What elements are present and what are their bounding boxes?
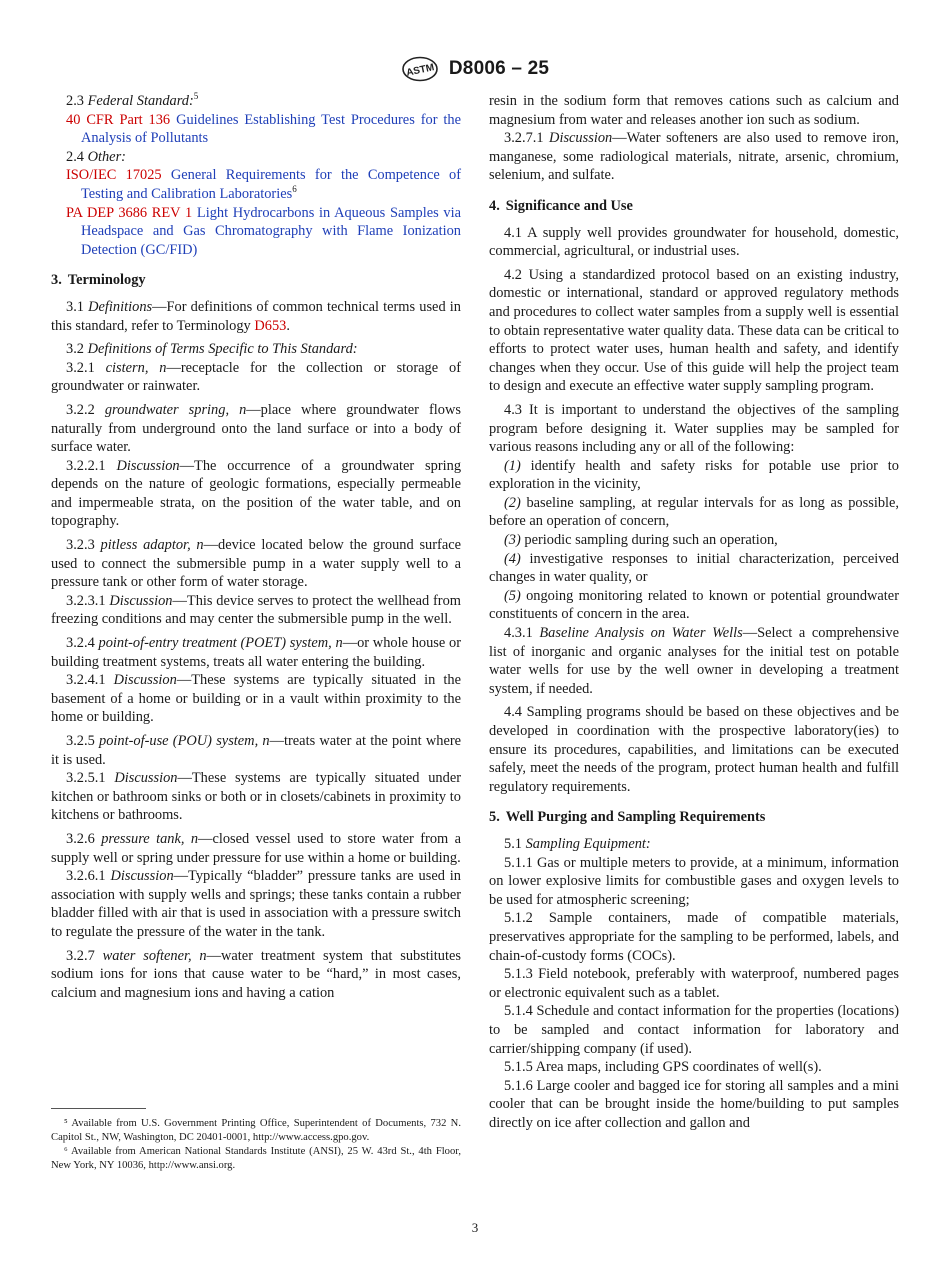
para-4-3: 4.3 It is important to understand the objectives of the sampling program before designing it. Water supplies may be sampled for various reasons including any or all of the following: bbox=[489, 401, 899, 456]
para-3-2-4-1: 3.2.4.1 Discussion—These systems are typically situated in the basement of a home or building or in a vault within proximity to the home or building. bbox=[51, 672, 461, 726]
para-3-2-7-1: 3.2.7.1 Discussion—Water softeners are also used to remove iron, manganese, some radiological materials, nitrate, arsenic, chromium, selenium, and sulfate. bbox=[489, 130, 900, 184]
page-header bbox=[0, 56, 950, 82]
para-4-2: 4.2 Using a standardized protocol based on an existing industry, domestic or international, standard or approved regulatory methods and procedures to collect water samples from a supply well is essential to obtain representative water quality data. These data can be critical to efforts to protect water uses, human health and safety, and identify changes when they occur. Use of this guide will help the project team to design and execute an effective water supply sampling program. bbox=[489, 266, 899, 395]
footnotes bbox=[51, 1117, 461, 1173]
para-3-2-2-1: 3.2.2.1 Discussion—The occurrence of a groundwater spring depends on the nature of geologic formations, especially permeable and impermeable strata, on the position of the water table, and on topography. bbox=[51, 457, 462, 530]
para-5-1-2: 5.1.2 Sample containers, made of compatible materials, preservatives appropriate for the sampling to be performed, labels, and chain-of-custody forms (COCs). bbox=[489, 910, 899, 964]
para-3-2-6-1: 3.2.6.1 Discussion—Typically “bladder” pressure tanks are used in association with supply wells and springs; these tanks contain a rubber bladder filled with air that is used in association with a pressure switch to regulate the pressure of the water in the tank. bbox=[51, 868, 461, 940]
para-3-2-5-1: 3.2.5.1 Discussion—These systems are typically situated under kitchen or bathroom sinks or both or in closets/cabinets in proximity to kitchens or bathrooms. bbox=[51, 770, 462, 824]
page-number: 3 bbox=[471, 1220, 479, 1235]
para-5-1-1: 5.1.1 Gas or multiple meters to provide, at a minimum, information on lower explosive limits for combustible gases and oxygen levels to be used for atmospheric screening; bbox=[489, 854, 899, 908]
para-3-2-3-1: 3.2.3.1 Discussion—This device serves to protect the wellhead from freezing conditions and may center the submersible pump in the well. bbox=[51, 592, 461, 628]
list-item-4: (4) investigative responses to initial characterization, perceived changes in water quality, or bbox=[489, 550, 899, 586]
astm-logo-icon bbox=[401, 56, 439, 82]
para-4-4: 4.4 Sampling programs should be based on these objectives and be developed in coordination with the prospective laboratory(ies) to ensure its procedures, capabilities, and limitations can be executed safely, meet the needs of the program, protect human health and fulfill regulatory requirements. bbox=[489, 704, 899, 795]
para-3-2-6: 3.2.6 pressure tank, n—closed vessel used to store water from a supply well or spring under pressure for use within a home or building. bbox=[51, 830, 461, 866]
para-4-3-1: 4.3.1 Baseline Analysis on Water Wells—Select a comprehensive list of inorganic and organic analyses for the initial test on potable water wells for use by the well owner in developing a treatment system, if needed. bbox=[489, 625, 899, 697]
para-3-2-3: 3.2.3 pitless adaptor, n—device located below the ground surface used to connect the submersible pump in a water supply well to a pressure tank or other form of water storage. bbox=[51, 537, 461, 591]
para-3-2-5: 3.2.5 point-of-use (POU) system, n—treats water at the point where it is used. bbox=[51, 733, 462, 768]
right-column bbox=[489, 92, 899, 1132]
standard-designation: D8006 – 25 bbox=[448, 58, 550, 79]
para-5-1-6: 5.1.6 Large cooler and bagged ice for storing all samples and a mini cooler that can be brought inside the home/building to put samples directly on ice after collection and gallon and bbox=[489, 1077, 899, 1131]
list-item-2: (2) baseline sampling, at regular intervals for as long as possible, before an operation of concern, bbox=[489, 494, 899, 530]
para-5-1-4: 5.1.4 Schedule and contact information for the properties (locations) to be sampled and contact information for laboratory and carrier/shipping company (if used). bbox=[489, 1003, 899, 1057]
section-5-heading: 5. Well Purging and Sampling Requirements bbox=[489, 809, 766, 826]
ref-pa-dep[interactable]: PA DEP 3686 REV 1 Light Hydrocarbons in Aqueous Samples via Headspace and Gas Chromatography with Flame Ionization Detection (GC/FID) bbox=[66, 204, 461, 258]
link-d653[interactable]: D653 bbox=[254, 317, 287, 334]
para-3-2-2: 3.2.2 groundwater spring, n—place where groundwater flows naturally from underground onto the land surface or into a body of surface water. bbox=[51, 401, 461, 456]
para-3-2-7: 3.2.7 water softener, n—water treatment system that substitutes sodium ions for ions that cause water to be “hard,” in most cases, calcium and magnesium ions and having a cation bbox=[51, 947, 461, 1001]
section-2-4: 2.4 Other: bbox=[66, 148, 126, 165]
ref-40-cfr[interactable]: 40 CFR Part 136 Guidelines Establishing Test Procedures for the Analysis of Pollutants bbox=[66, 111, 462, 147]
footnote-divider bbox=[51, 1108, 146, 1109]
footnote-6: ⁶ Available from American National Standards Institute (ANSI), 25 W. 43rd St., 4th Floor, New York, NY 10036, http://www.ansi.org. bbox=[51, 1146, 461, 1171]
ref-iso-17025[interactable]: ISO/IEC 17025 General Requirements for the Competence of Testing and Calibration Laboratories$^6$ bbox=[66, 167, 461, 202]
para-3-2: 3.2 Definitions of Terms Specific to This Standard: bbox=[66, 341, 358, 358]
section-2-3: 2.3 Federal Standard:$^5$ bbox=[66, 91, 199, 109]
section-4-heading: 4. Significance and Use bbox=[489, 197, 633, 214]
section-3-heading: 3. Terminology bbox=[51, 272, 146, 289]
para-5-1-3: 5.1.3 Field notebook, preferably with waterproof, numbered pages or electronic equivalent such as a tablet. bbox=[489, 966, 899, 1001]
left-column bbox=[51, 92, 461, 1002]
para-3-2-4: 3.2.4 point-of-entry treatment (POET) system, n—or whole house or building treatment systems, treats all water entering the building. bbox=[51, 635, 461, 670]
para-4-1: 4.1 A supply well provides groundwater for household, domestic, commercial, agricultural, or industrial uses. bbox=[489, 224, 899, 260]
para-3-2-1: 3.2.1 cistern, n—receptacle for the collection or storage of groundwater or rainwater. bbox=[51, 359, 461, 395]
para-3-2-7-continued: resin in the sodium form that removes cations such as calcium and magnesium from water and releases another ion such as sodium. bbox=[489, 93, 899, 128]
para-5-1-5: 5.1.5 Area maps, including GPS coordinates of well(s). bbox=[504, 1059, 822, 1076]
svg-text:ASTM: ASTM bbox=[405, 62, 436, 79]
para-3-1: 3.1 Definitions—For definitions of common technical terms used in this standard, refer to Terminology D653. bbox=[51, 298, 461, 334]
list-item-5: (5) ongoing monitoring related to known or potential groundwater constituents of concern in the area. bbox=[489, 587, 899, 623]
list-item-1: (1) identify health and safety risks for potable use prior to exploration in the vicinity, bbox=[489, 457, 899, 493]
footnote-5: ⁵ Available from U.S. Government Printing Office, Superintendent of Documents, 732 N. Capitol St., NW, Washington, DC 20401-0001, http://www.access.gpo.gov. bbox=[51, 1118, 461, 1143]
para-5-1: 5.1 Sampling Equipment: bbox=[504, 835, 651, 852]
list-item-3: (3) periodic sampling during such an operation, bbox=[504, 532, 778, 549]
